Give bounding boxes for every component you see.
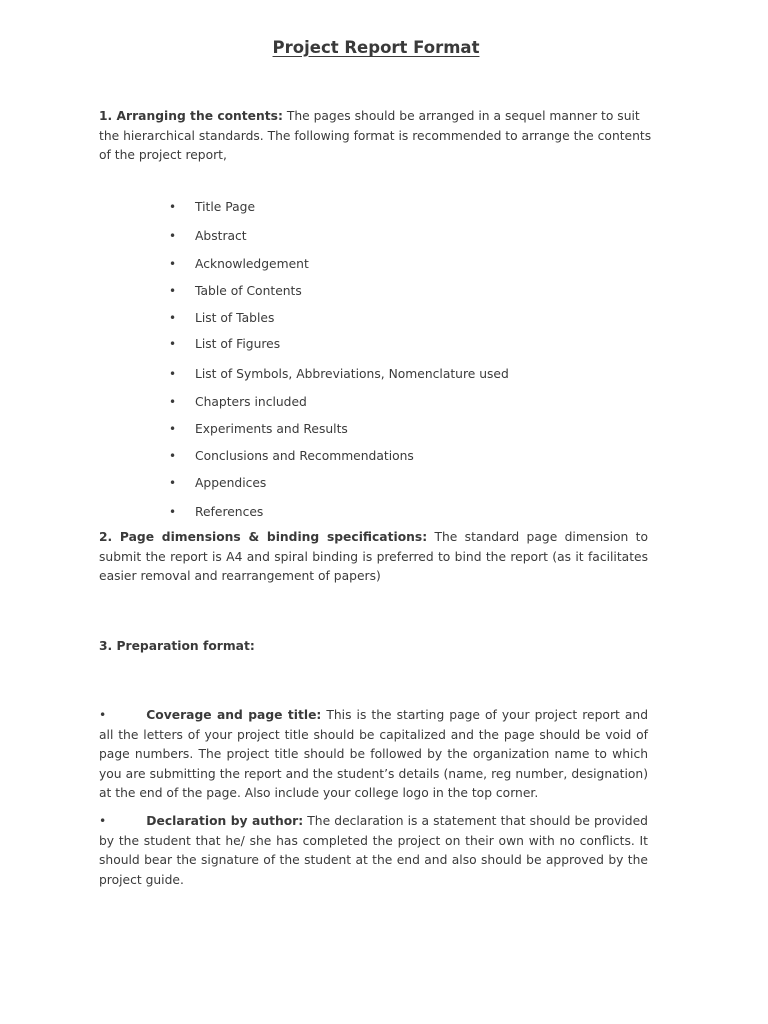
bullet-icon: • xyxy=(169,257,177,271)
bullet-icon: • xyxy=(169,505,177,519)
bullet-icon: • xyxy=(169,449,177,463)
section-2-text: The standard page dimension to submit the report is A4 and spiral binding is preferred to bind the report (as it facilitates easier removal and rearrangement of papers) xyxy=(99,530,648,583)
prep-item-text: This is the starting page of your project report and all the letters of your project title should be capitalized and the page should be void of page numbers. The project title should be followed by the organization name to which you are submitting the report and the student’s details (name, reg number, designation) at the end of the page. Also include your college logo in the top corner. xyxy=(99,708,648,800)
prep-item-declaration xyxy=(99,812,648,890)
section-1-heading: 1. Arranging the contents: xyxy=(99,109,283,123)
bullet-icon: • xyxy=(169,395,177,409)
page-title: Project Report Format xyxy=(272,38,480,57)
section-1-paragraph xyxy=(99,107,661,166)
document-page: Project Report Format 1. Arranging the contents: The pages should be arranged in a sequel manner to suit the hierarchical standards. The following format is recommended to arrange the contents of the project report, • Title Page • Abstract • Acknowledgement • Table of Contents • List of Tables • List of Figures • List of Symbols, Abbreviations, Nomenclature used • Chapters included • Experiments and Results • Conclusions and Recommendations • Appendices • References 2. Page dimensions & binding specifications: The standard page dimension to submit the report is A4 and spiral binding is preferred to bind the report (as it facilitates easier removal and rearrangement of papers) 3. Preparation format: • Coverage and page title: This is the starting page of your project report and all the letters of your project title should be capitalized and the page should be void of page numbers. The project title should be followed by the organization name to which you are submitting the report and the student’s details (name, reg number, designation) at the end of the page. Also include your college logo in the top corner. • Declaration by author: The declaration is a statement that should be provided by the student that he/ she has completed the project on their own with no conflicts. It should bear the signature of the student at the end and also should be approved by the project guide. xyxy=(0,0,768,1024)
prep-item-heading: Coverage and page title: xyxy=(146,708,322,722)
prep-item-heading: Declaration by author: xyxy=(146,814,304,828)
bullet-icon: • xyxy=(169,476,177,490)
bullet-icon: • xyxy=(169,284,177,298)
bullet-icon: • xyxy=(169,200,177,214)
section-2-heading: 2. Page dimensions & binding specifications: xyxy=(99,530,428,544)
bullet-icon: • xyxy=(169,337,177,351)
bullet-icon: • xyxy=(169,311,177,325)
section-2-paragraph xyxy=(99,528,648,587)
bullet-icon: • xyxy=(99,708,107,722)
section-3-heading-paragraph xyxy=(99,637,661,657)
section-1-text: The pages should be arranged in a sequel manner to suit the hierarchical standards. The following format is recommended to arrange the contents of the project report, xyxy=(99,109,652,162)
section-3-heading: 3. Preparation format: xyxy=(99,639,255,653)
bullet-icon: • xyxy=(99,814,107,828)
bullet-icon: • xyxy=(169,422,177,436)
prep-item-text: The declaration is a statement that should be provided by the student that he/ she has completed the project on their own with no conflicts. It should bear the signature of the student at the end and also should be approved by the project guide. xyxy=(99,814,648,887)
bullet-icon: • xyxy=(169,367,177,381)
prep-item-coverage xyxy=(99,706,648,804)
bullet-icon: • xyxy=(169,229,177,243)
